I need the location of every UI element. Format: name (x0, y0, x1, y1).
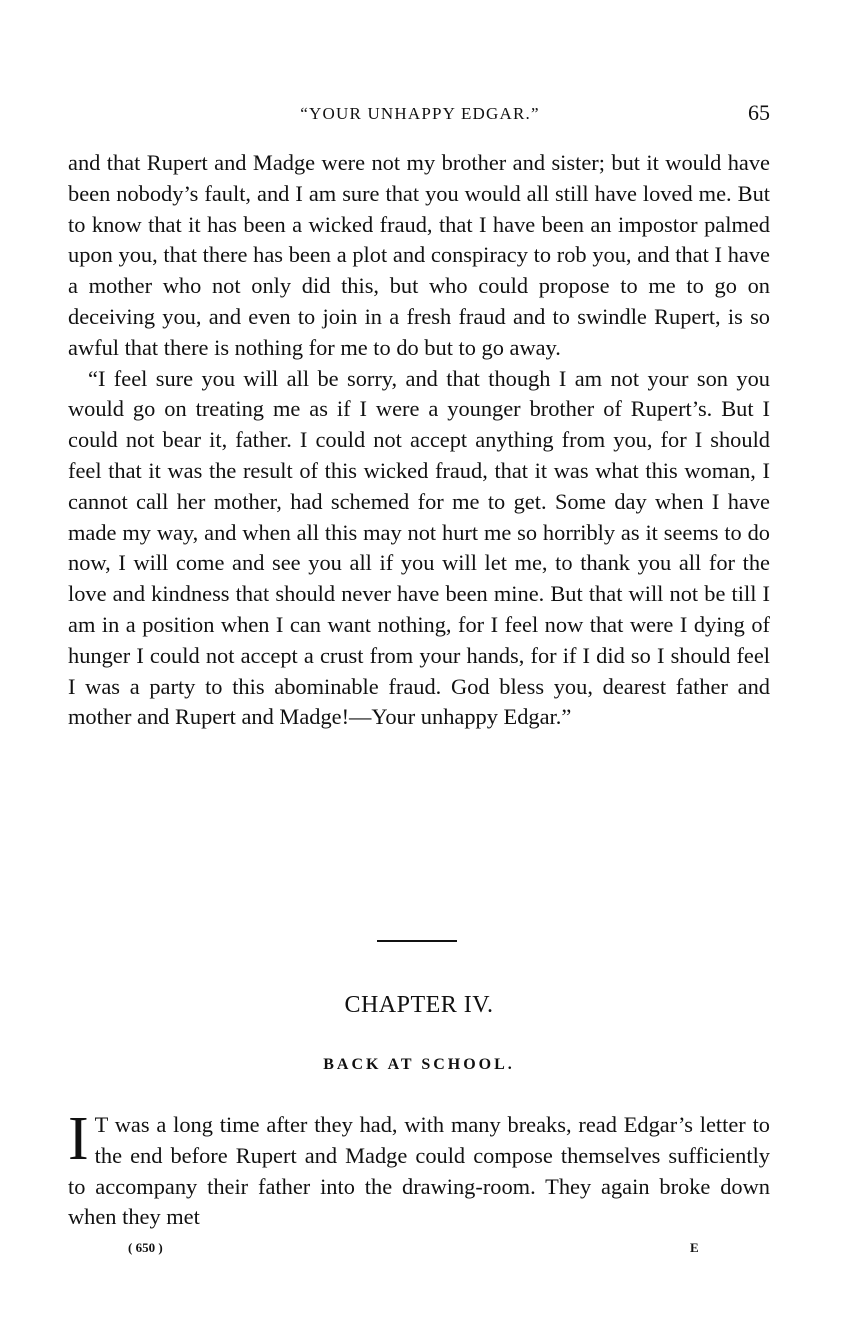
running-title: “YOUR UNHAPPY EDGAR.” (300, 104, 540, 123)
page-number: 65 (748, 100, 770, 125)
paragraph: and that Rupert and Madge were not my brother and sister; but it would have been nobody’s fault, and I am sure that you would all still have loved me. But to know that it has been a wicked fraud, that I have been an impostor palmed upon you, that there has been a plot and conspiracy to rob you, and that I have a mother who not only did this, but who could propose to me to go on deceiving you, and even to join in a fresh fraud and to swindle Rupert, is so awful that there is nothing for me to do but to go away. (68, 150, 770, 360)
chapter-heading: CHAPTER IV. (344, 992, 494, 1018)
section-divider (377, 940, 457, 942)
drop-cap: I (68, 1105, 89, 1173)
chapter-subtitle: BACK AT SCHOOL. (323, 1056, 515, 1073)
chapter-opening-paragraph (68, 1105, 770, 1233)
signature-number: ( 650 ) (128, 1240, 163, 1255)
running-head (68, 100, 772, 130)
letter-text (68, 148, 770, 733)
paragraph: “I feel sure you will all be sorry, and that though I am not your son you would go on treating me as if I were a younger brother of Rupert’s. But I could not bear it, father. I could not accept anything from you, for I should feel that it was the result of this wicked fraud, that it was what this woman, I cannot call her mother, had schemed for me to get. Some day when I have made my way, and when all this may not hurt me so horribly as it seems to do now, I will come and see you all if you will let me, to thank you all for the love and kindness that should never have been mine. But that will not be till I am in a position when I can want nothing, for I feel now that were I dying of hunger I could not accept a crust from your hands, for if I did so I should feel I was a party to this abominable fraud. God bless you, dearest father and mother and Rupert and Madge!—Your unhappy Edgar.” (68, 365, 770, 730)
chapter-opening-text: T was a long time after they had, with many breaks, read Edgar’s letter to the end before Rupert and Madge could compose themselves sufficiently to accompany their father into the drawing-room. They again broke down when they met (68, 1112, 770, 1230)
chapter-text (68, 1105, 770, 1233)
signature-letter: E (690, 1240, 699, 1255)
page-footer (0, 1240, 845, 1262)
